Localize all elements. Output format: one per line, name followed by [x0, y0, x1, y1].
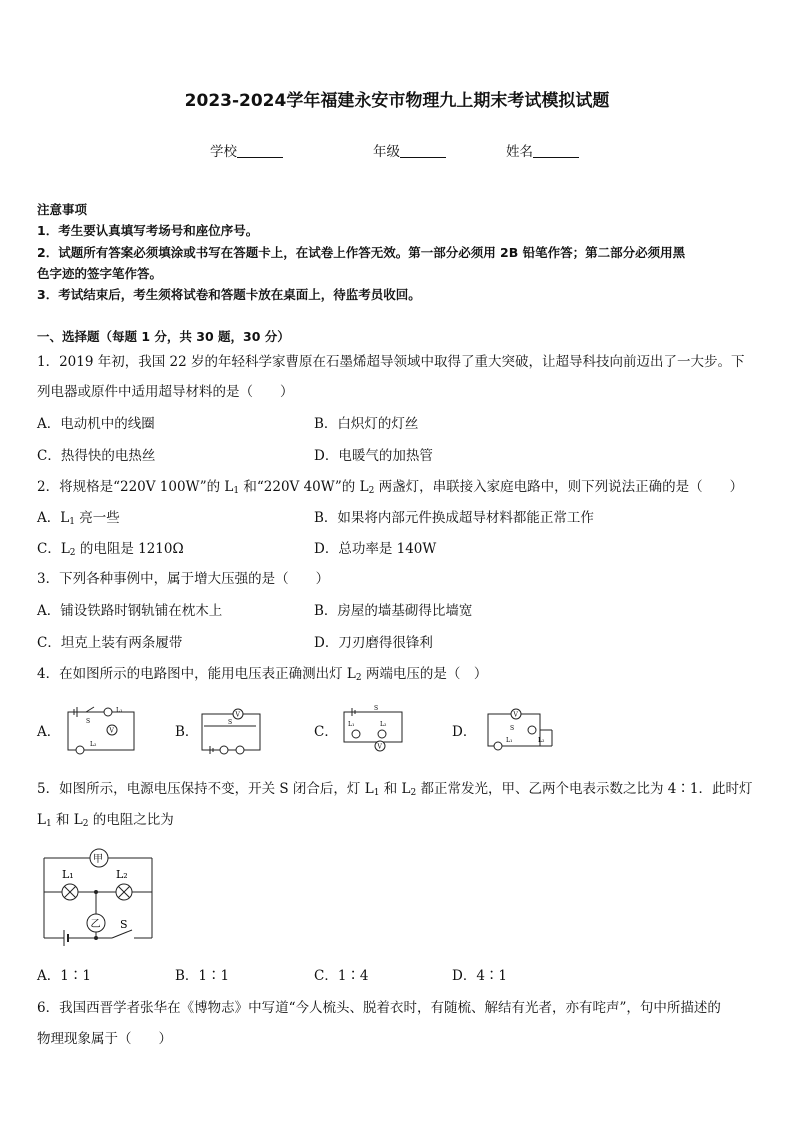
circuit-diagram-c — [342, 704, 406, 754]
school-blank[interactable] — [237, 143, 283, 158]
q2-option-d[interactable]: D．总功率是 140W — [314, 541, 437, 557]
switch-label: S — [374, 705, 379, 712]
q5-option-c[interactable]: C．1∶4 — [314, 968, 369, 984]
q1-option-a[interactable]: A．电动机中的线圈 — [37, 416, 155, 432]
name-blank[interactable] — [533, 143, 579, 158]
q4-option-c[interactable]: C． — [314, 724, 338, 740]
svg-text:V: V — [513, 711, 518, 719]
svg-text:V: V — [235, 711, 240, 719]
switch-label: S — [86, 718, 91, 725]
svg-text:甲: 甲 — [93, 854, 103, 865]
circuit-diagram-b — [200, 710, 262, 754]
svg-text:L₁: L₁ — [348, 721, 355, 728]
q2-option-b[interactable]: B．如果将内部元件换成超导材料都能正常工作 — [314, 510, 594, 526]
svg-text:S: S — [120, 918, 128, 931]
svg-text:L₁: L₁ — [62, 868, 74, 881]
section-heading: 一、选择题（每题 1 分，共 30 题，30 分） — [37, 329, 290, 344]
school-field[interactable]: 学校 — [210, 140, 283, 160]
q3-stem: 3．下列各种事例中，属于增大压强的是（ ） — [37, 571, 330, 587]
svg-text:L₂: L₂ — [380, 721, 387, 728]
q1-stem-line1: 1．2019 年初，我国 22 岁的年轻科学家曹原在石墨烯超导领域中取得了重大突破，让超导科技向前迈出了一大步。下 — [37, 354, 745, 370]
lamp-icon — [76, 746, 84, 754]
svg-text:L₂: L₂ — [116, 868, 128, 881]
q2-stem: 2．将规格是“220V 100W”的 $L_1$ 和“220V 40W”的 $L_2$ 两盏灯，串联接入家庭电路中，则下列说法正确的是（ ） — [37, 479, 744, 496]
q4-option-d[interactable]: D． — [452, 724, 477, 740]
lamp-icon — [220, 746, 228, 754]
lamp-icon — [104, 708, 112, 716]
q6-stem-line2: 物理现象属于（ ） — [37, 1031, 172, 1047]
switch-label: S — [228, 719, 233, 726]
circuit-diagram-d — [486, 706, 556, 752]
q1-option-b[interactable]: B．白炽灯的灯丝 — [314, 416, 419, 432]
svg-text:L₁: L₁ — [506, 737, 513, 744]
q4-option-b[interactable]: B． — [175, 724, 199, 740]
notice-heading: 注意事项 — [37, 202, 88, 217]
lamp-icon — [494, 742, 502, 750]
svg-text:L₂: L₂ — [90, 741, 97, 748]
q5-circuit-diagram — [40, 846, 156, 942]
notice-item: 2．试题所有答案必须填涂或书写在答题卡上，在试卷上作答无效。第一部分必须用 2B 铅笔作答；第二部分必须用黑 — [37, 245, 686, 260]
grade-field[interactable]: 年级 — [373, 140, 446, 160]
notice-item: 1．考生要认真填写考场号和座位序号。 — [37, 223, 259, 238]
q5-option-b[interactable]: B．1∶1 — [175, 968, 230, 984]
q5-stem-line2: $L_1$ 和 $L_2$ 的电阻之比为 — [37, 812, 174, 829]
q2-option-a[interactable]: A．$L_1$ 亮一些 — [37, 510, 120, 527]
lamp-icon — [378, 730, 386, 738]
q5-option-d[interactable]: D．4∶1 — [452, 968, 508, 984]
circuit-diagram-a — [66, 706, 138, 756]
grade-blank[interactable] — [400, 143, 446, 158]
q1-stem-line2: 列电器或原件中适用超导材料的是（ ） — [37, 384, 294, 400]
q4-stem: 4．在如图所示的电路图中，能用电压表正确测出灯 $L_2$ 两端电压的是（ ） — [37, 666, 488, 683]
q1-option-d[interactable]: D．电暖气的加热管 — [314, 448, 433, 464]
switch-label: S — [510, 725, 515, 732]
student-info-line — [0, 140, 794, 160]
lamp-icon — [528, 726, 536, 734]
svg-text:V: V — [109, 727, 114, 735]
name-field[interactable]: 姓名 — [506, 140, 579, 160]
q3-option-b[interactable]: B．房屋的墙基砌得比墙宽 — [314, 603, 473, 619]
svg-text:L₁: L₁ — [116, 707, 123, 714]
lamp-icon — [352, 730, 360, 738]
lamp-icon — [236, 746, 244, 754]
switch-icon — [112, 930, 132, 938]
q3-option-a[interactable]: A．铺设铁路时钢轨铺在枕木上 — [37, 603, 223, 619]
svg-text:V: V — [377, 743, 382, 751]
q3-option-c[interactable]: C．坦克上装有两条履带 — [37, 635, 183, 651]
q6-stem-line1: 6．我国西晋学者张华在《博物志》中写道“今人梳头、脱着衣时，有随梳、解结有光者，亦有咤声”，句中所描述的 — [37, 1000, 721, 1016]
page-title: 2023-2024学年福建永安市物理九上期末考试模拟试题 — [184, 91, 610, 111]
q5-stem-line1: 5．如图所示，电源电压保持不变，开关 S 闭合后，灯 $L_1$ 和 $L_2$ 都正常发光，甲、乙两个电表示数之比为 4∶1．此时灯 — [37, 781, 753, 798]
q4-option-a[interactable]: A． — [37, 724, 61, 740]
q5-option-a[interactable]: A．1∶1 — [37, 968, 91, 984]
q1-option-c[interactable]: C．热得快的电热丝 — [37, 448, 156, 464]
svg-text:乙: 乙 — [90, 919, 101, 930]
q3-option-d[interactable]: D．刀刃磨得很锋利 — [314, 635, 433, 651]
q2-option-c[interactable]: C．$L_2$ 的电阻是 1210Ω — [37, 541, 184, 558]
notice-item: 色字迹的签字笔作答。 — [37, 266, 163, 281]
notice-item: 3．考试结束后，考生须将试卷和答题卡放在桌面上，待监考员收回。 — [37, 287, 421, 302]
svg-text:L₂: L₂ — [538, 737, 545, 744]
